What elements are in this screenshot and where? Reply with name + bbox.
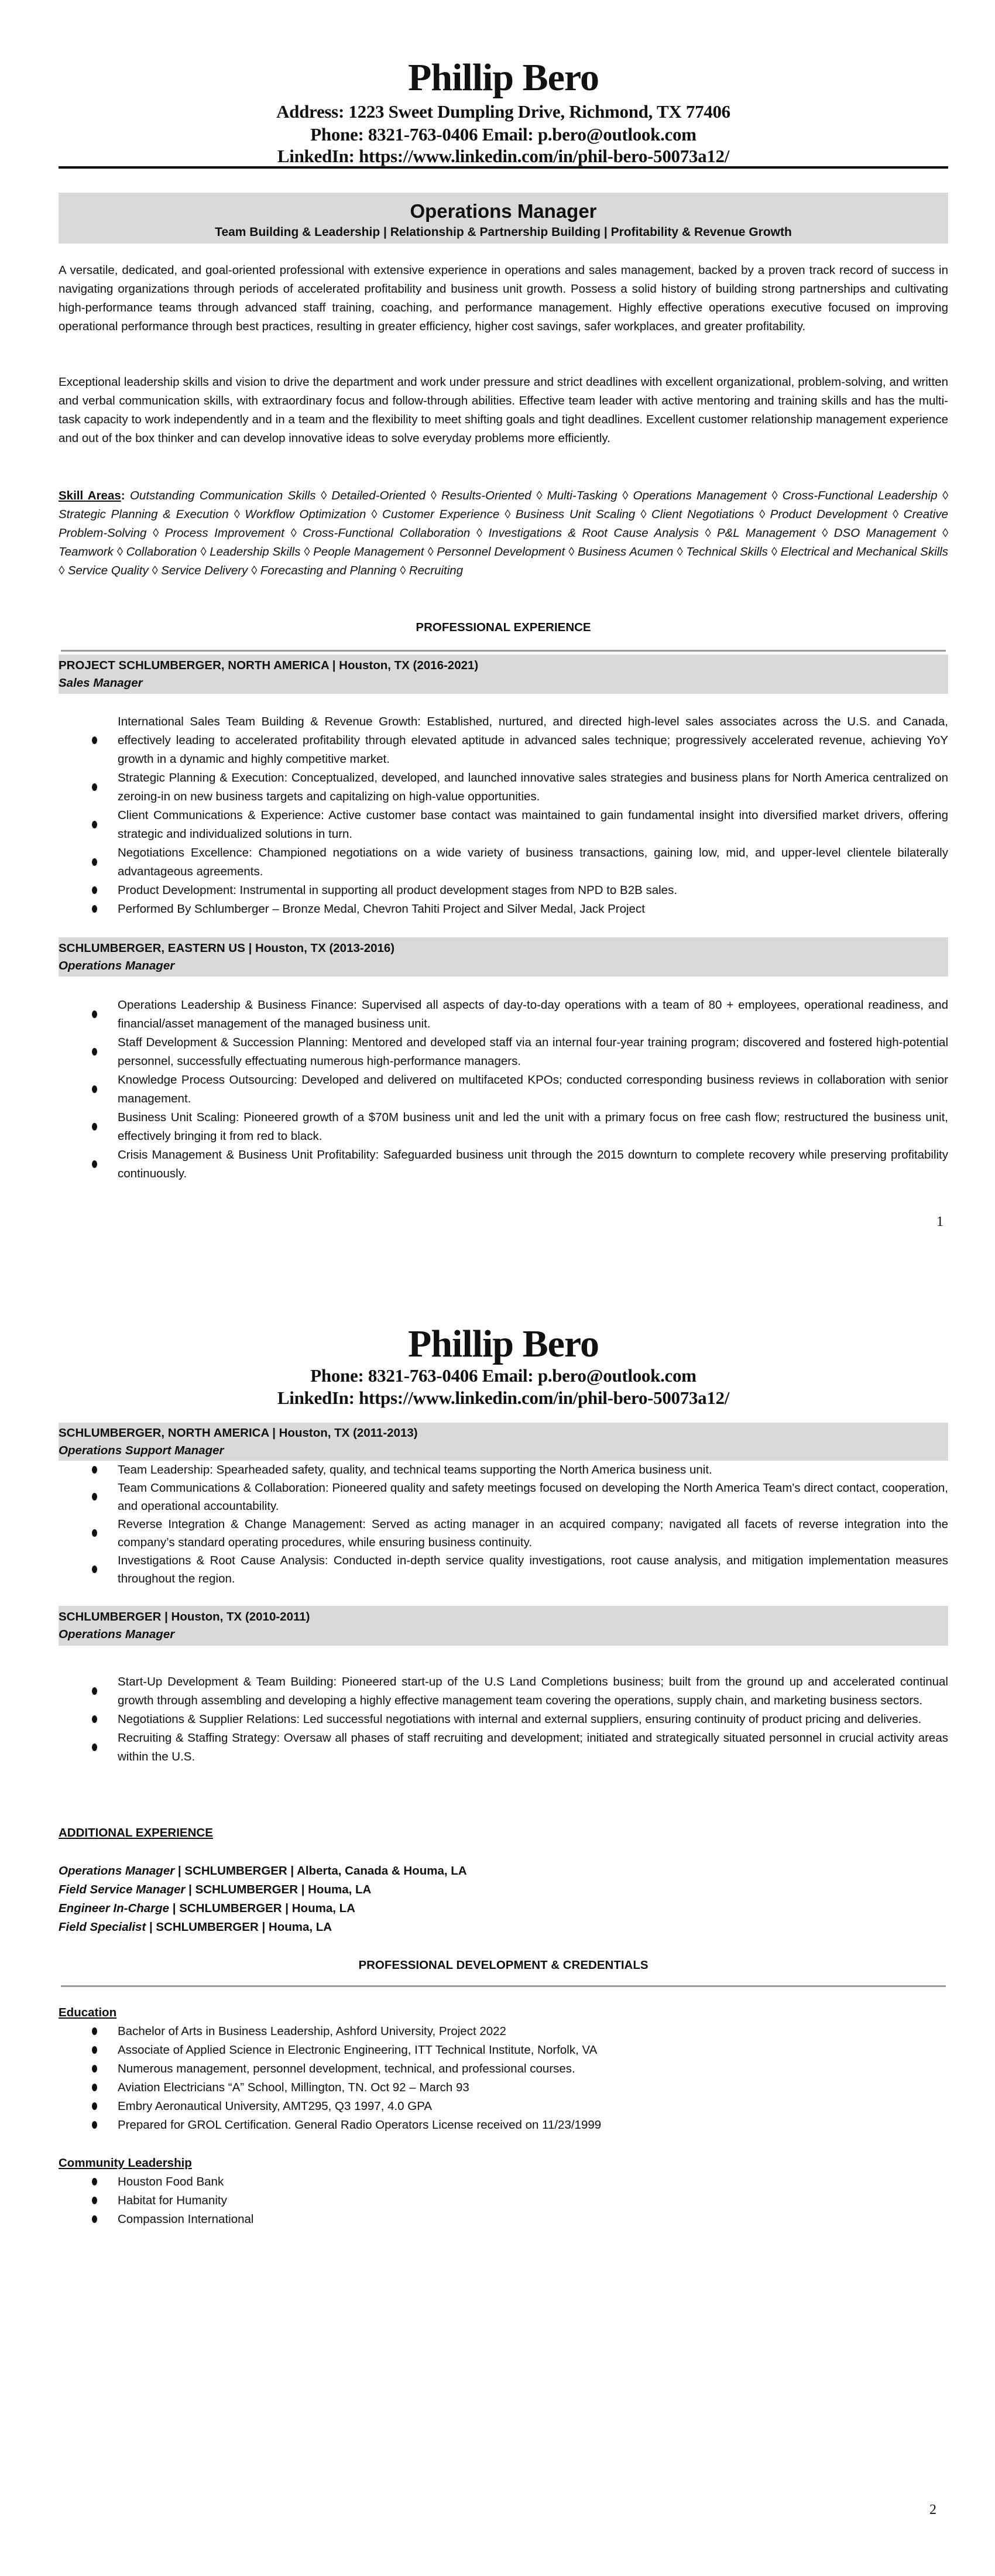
community-heading: Community Leadership <box>59 2156 192 2170</box>
list-item-text: Habitat for Humanity <box>118 2194 227 2207</box>
bullet-icon <box>92 783 97 791</box>
list-item-text: Operations Leadership & Business Finance: Supervised all aspects of day-to-day operations with a team of 80 + employees, operational readiness, and financial/asset management of the managed business unit. <box>118 998 948 1030</box>
list-item-text: Prepared for GROL Certification. General Radio Operators License received on 11/23/1999 <box>118 2118 602 2132</box>
additional-experience-item <box>59 1880 948 1899</box>
candidate-name: Phillip Bero <box>408 1323 599 1365</box>
additional-role: Operations Manager <box>59 1864 175 1878</box>
job-bullets <box>59 1673 948 1766</box>
section-divider <box>61 1985 946 1987</box>
headline-title: Operations Manager <box>410 200 597 222</box>
page-number: 1 <box>936 1214 943 1229</box>
list-item-text: Compassion International <box>118 2212 254 2226</box>
job-role: Operations Manager <box>59 959 175 972</box>
list-item-text: Staff Development & Succession Planning: Mentored and developed staff via an internal four-year training program; discovered and fostered high-potential personnel, successfully effectuating numerous high-performance managers. <box>118 1036 948 1068</box>
list-item-text: Investigations & Root Cause Analysis: Conducted in-depth service quality investigations, root cause analysis, and mitigation implementation measures throughout the region. <box>118 1554 948 1585</box>
list-item <box>59 806 948 844</box>
list-item-text: Strategic Planning & Execution: Conceptualized, developed, and launched innovative sales strategies and business plans for North America centralized on zeroing-in on new business targets and capitalizing on high-value opportunities. <box>118 771 948 803</box>
list-item-text: Client Communications & Experience: Active customer base contact was maintained to gain fundamental insight into diversified market drivers, offering strategic and individualized solutions in turn. <box>118 809 948 841</box>
job-header <box>59 1606 948 1646</box>
bullet-icon <box>92 2121 97 2129</box>
list-item <box>59 2097 948 2116</box>
list-item-text: Performed By Schlumberger – Bronze Medal, Chevron Tahiti Project and Silver Medal, Jack Project <box>118 902 645 916</box>
bullet-icon <box>92 1010 97 1018</box>
list-item-text: Reverse Integration & Change Management: Served as acting manager in an acquired company; navigated all facets of reverse integration into the company’s standard operating procedures, while ensuring business continuity. <box>118 1517 948 1549</box>
list-item-text: Embry Aeronautical University, AMT295, Q3 1997, 4.0 GPA <box>118 2099 433 2113</box>
bullet-icon <box>92 1123 97 1131</box>
list-item <box>59 1479 948 1515</box>
linkedin-link[interactable]: LinkedIn: https://www.linkedin.com/in/phil-bero-50073a12/ <box>277 146 730 166</box>
community-list <box>59 2173 948 2229</box>
additional-company-location: | SCHLUMBERGER | Alberta, Canada & Houma, LA <box>174 1864 467 1878</box>
job-bullets <box>59 1461 948 1588</box>
bullet-icon <box>92 737 97 744</box>
headline-box <box>59 193 948 244</box>
list-item <box>59 1673 948 1710</box>
header-divider <box>59 166 948 169</box>
linkedin-link[interactable]: LinkedIn: https://www.linkedin.com/in/phil-bero-50073a12/ <box>277 1388 730 1408</box>
list-item <box>59 1146 948 1183</box>
list-item-text: Houston Food Bank <box>118 2175 224 2188</box>
list-item <box>59 1071 948 1108</box>
list-item <box>59 1551 948 1588</box>
list-item-text: Product Development: Instrumental in supporting all product development stages from NPD to B2B sales. <box>118 883 678 897</box>
list-item <box>59 2041 948 2060</box>
bullet-icon <box>92 2102 97 2110</box>
additional-role: Field Specialist <box>59 1920 146 1934</box>
candidate-name: Phillip Bero <box>408 56 599 99</box>
list-item-text: Business Unit Scaling: Pioneered growth of a $70M business unit and led the unit with a primary focus on free cash flow; restructured the business unit, effectively bringing it from red to black. <box>118 1111 948 1143</box>
list-item <box>59 1710 948 1729</box>
list-item <box>59 2173 948 2191</box>
bullet-icon <box>92 2215 97 2223</box>
list-item-text: Numerous management, personnel development, technical, and professional courses. <box>118 2062 575 2075</box>
bullet-icon <box>92 858 97 866</box>
education-list <box>59 2022 948 2135</box>
list-item <box>59 2078 948 2097</box>
list-item <box>59 2116 948 2135</box>
summary-paragraph: A versatile, dedicated, and goal-oriented professional with extensive experience in operations and sales management, backed by a proven track record of success in navigating organizations through periods of accelerated profitability and business unit growth. Possess a solid history of building strong partnerships and cultivating high-performance teams through advanced staff training, coaching, and performance management. Highly effective operations executive focused on improving operational performance through best practices, resulting in greater efficiency, higher cost savings, safer workplaces, and greater profitability. <box>59 263 948 333</box>
bullet-icon <box>92 1715 97 1723</box>
list-item-text: Team Communications & Collaboration: Pioneered quality and safety meetings focused on developing the North America Team's direct contact, cooperation, and operational accountability. <box>118 1481 948 1513</box>
job-role: Sales Manager <box>59 676 143 690</box>
list-item-text: Negotiations Excellence: Championed negotiations on a wide variety of business transactions, gaining low, mid, and upper-level clientele bilaterally advantageous agreements. <box>118 846 948 878</box>
list-item-text: Knowledge Process Outsourcing: Developed and delivered on multifaceted KPOs; conducted corresponding business reviews in collaboration with senior management. <box>118 1073 948 1105</box>
list-item-text: Crisis Management & Business Unit Profitability: Safeguarded business unit through the 2015 downturn to complete recovery while preserving profitability continuously. <box>118 1148 948 1180</box>
job-bullets <box>59 712 948 919</box>
additional-experience-item <box>59 1862 948 1880</box>
list-item-text: Team Leadership: Spearheaded safety, quality, and technical teams supporting the North America business unit. <box>118 1463 712 1477</box>
list-item <box>59 1461 948 1479</box>
additional-role: Engineer In-Charge <box>59 1902 170 1915</box>
bullet-icon <box>92 2046 97 2054</box>
job-role: Operations Support Manager <box>59 1444 224 1457</box>
skill-areas-list: Outstanding Communication Skills ◊ Detailed-Oriented ◊ Results-Oriented ◊ Multi-Tasking ◊ Operations Management ◊ Cross-Functional Leadership ◊ Strategic Planning & Execution ◊ Workflow Optimization ◊ Customer Experience ◊ Business Unit Scaling ◊ Client Negotiations ◊ Product Development ◊ Creative Problem-Solving ◊ Process Improvement ◊ Cross-Functional Collaboration ◊ Investigations & Root Cause Analysis ◊ P&L Management ◊ DSO Management ◊ Teamwork ◊ Collaboration ◊ Leadership Skills ◊ People Management ◊ Personnel Development ◊ Business Acumen ◊ Technical Skills ◊ Electrical and Mechanical Skills ◊ Service Quality ◊ Service Delivery ◊ Forecasting and Planning ◊ Recruiting <box>59 489 948 577</box>
bullet-icon <box>92 1529 97 1537</box>
skill-areas-label: Skill Areas <box>59 489 121 502</box>
job-company: SCHLUMBERGER | Houston, TX (2010-2011) <box>59 1610 310 1623</box>
list-item <box>59 2060 948 2078</box>
bullet-icon <box>92 1493 97 1501</box>
list-item-text: Negotiations & Supplier Relations: Led successful negotiations with internal and external suppliers, ensuring continuity of product pricing and deliveries. <box>118 1712 922 1726</box>
job-company: SCHLUMBERGER, EASTERN US | Houston, TX (2013-2016) <box>59 941 395 955</box>
bullet-icon <box>92 821 97 828</box>
list-item <box>59 1515 948 1551</box>
section-heading-credentials: PROFESSIONAL DEVELOPMENT & CREDENTIALS <box>358 1958 649 1972</box>
job-bullets <box>59 996 948 1183</box>
bullet-icon <box>92 886 97 894</box>
job-header <box>59 655 948 694</box>
bullet-icon <box>92 905 97 913</box>
list-item <box>59 1033 948 1071</box>
bullet-icon <box>92 1743 97 1751</box>
skill-areas-colon: : <box>121 489 125 502</box>
page-number: 2 <box>929 2502 936 2517</box>
phone-email: Phone: 8321-763-0406 Email: p.bero@outlook.com <box>310 124 696 145</box>
bullet-icon <box>92 1048 97 1056</box>
bullet-icon <box>92 1687 97 1695</box>
headline-subtitle: Team Building & Leadership | Relationship & Partnership Building | Profitability & Revenue Growth <box>215 225 792 239</box>
address: Address: 1223 Sweet Dumpling Drive, Richmond, TX 77406 <box>276 101 730 122</box>
additional-experience-heading: ADDITIONAL EXPERIENCE <box>59 1826 213 1839</box>
list-item <box>59 2022 948 2041</box>
summary-paragraph: Exceptional leadership skills and vision to drive the department and work under pressure and strict deadlines with excellent organizational, problem-solving, and written and verbal communication skills, with extraordinary focus and follow-through abilities. Effective team leader with active mentoring and training skills and has the multi-task capacity to work independently and in a team and the flexibility to meet shifting goals and tight deadlines. Excellent customer relationship management experience and out of the box thinker and can develop innovative ideas to solve everyday problems more efficiently. <box>59 375 948 445</box>
list-item <box>59 1108 948 1146</box>
bullet-icon <box>92 1466 97 1474</box>
section-divider <box>61 650 946 652</box>
bullet-icon <box>92 2084 97 2091</box>
list-item <box>59 844 948 881</box>
list-item <box>59 712 948 769</box>
job-company: SCHLUMBERGER, NORTH AMERICA | Houston, TX (2011-2013) <box>59 1426 418 1440</box>
list-item-text: Recruiting & Staffing Strategy: Oversaw all phases of staff recruiting and development; initiated and strategically situated personnel in crucial activity areas within the U.S. <box>118 1731 948 1763</box>
additional-experience-item <box>59 1918 948 1937</box>
education-heading: Education <box>59 2006 117 2019</box>
bullet-icon <box>92 1085 97 1093</box>
section-heading-experience: PROFESSIONAL EXPERIENCE <box>416 621 591 634</box>
additional-company-location: | SCHLUMBERGER | Houma, LA <box>185 1883 372 1896</box>
phone-email: Phone: 8321-763-0406 Email: p.bero@outlook.com <box>310 1365 696 1386</box>
additional-company-location: | SCHLUMBERGER | Houma, LA <box>169 1902 355 1915</box>
job-header <box>59 1423 948 1461</box>
bullet-icon <box>92 2197 97 2204</box>
additional-company-location: | SCHLUMBERGER | Houma, LA <box>146 1920 332 1934</box>
additional-experience-list <box>59 1862 948 1937</box>
bullet-icon <box>92 1566 97 1573</box>
list-item <box>59 996 948 1033</box>
list-item <box>59 2210 948 2229</box>
job-role: Operations Manager <box>59 1628 175 1641</box>
list-item <box>59 2191 948 2210</box>
bullet-icon <box>92 2178 97 2186</box>
additional-role: Field Service Manager <box>59 1883 186 1896</box>
list-item <box>59 900 948 919</box>
list-item-text: International Sales Team Building & Revenue Growth: Established, nurtured, and directed high-level sales associates across the U.S. and Canada, effectively leading to accelerated profitability through elevated aptitude in advanced sales technique; progressively accelerated revenue, achieving YoY growth in a dynamic and highly competitive market. <box>118 715 948 766</box>
job-company: PROJECT SCHLUMBERGER, NORTH AMERICA | Houston, TX (2016-2021) <box>59 659 479 672</box>
bullet-icon <box>92 1160 97 1168</box>
list-item-text: Start-Up Development & Team Building: Pioneered start-up of the U.S Land Completions business; built from the ground up and accelerated continual growth through assembling and developing a highly effective management team covering the operations, supply chain, and marketing business sectors. <box>118 1675 948 1707</box>
job-header <box>59 937 948 977</box>
list-item <box>59 769 948 806</box>
bullet-icon <box>92 2065 97 2073</box>
list-item-text: Associate of Applied Science in Electronic Engineering, ITT Technical Institute, Norfolk, VA <box>118 2043 598 2057</box>
list-item <box>59 1729 948 1766</box>
bullet-icon <box>92 2027 97 2035</box>
skill-areas <box>59 487 948 580</box>
additional-experience-item <box>59 1899 948 1918</box>
list-item-text: Aviation Electricians “A” School, Millington, TN. Oct 92 – March 93 <box>118 2081 469 2094</box>
list-item-text: Bachelor of Arts in Business Leadership, Ashford University, Project 2022 <box>118 2025 506 2038</box>
list-item <box>59 881 948 900</box>
